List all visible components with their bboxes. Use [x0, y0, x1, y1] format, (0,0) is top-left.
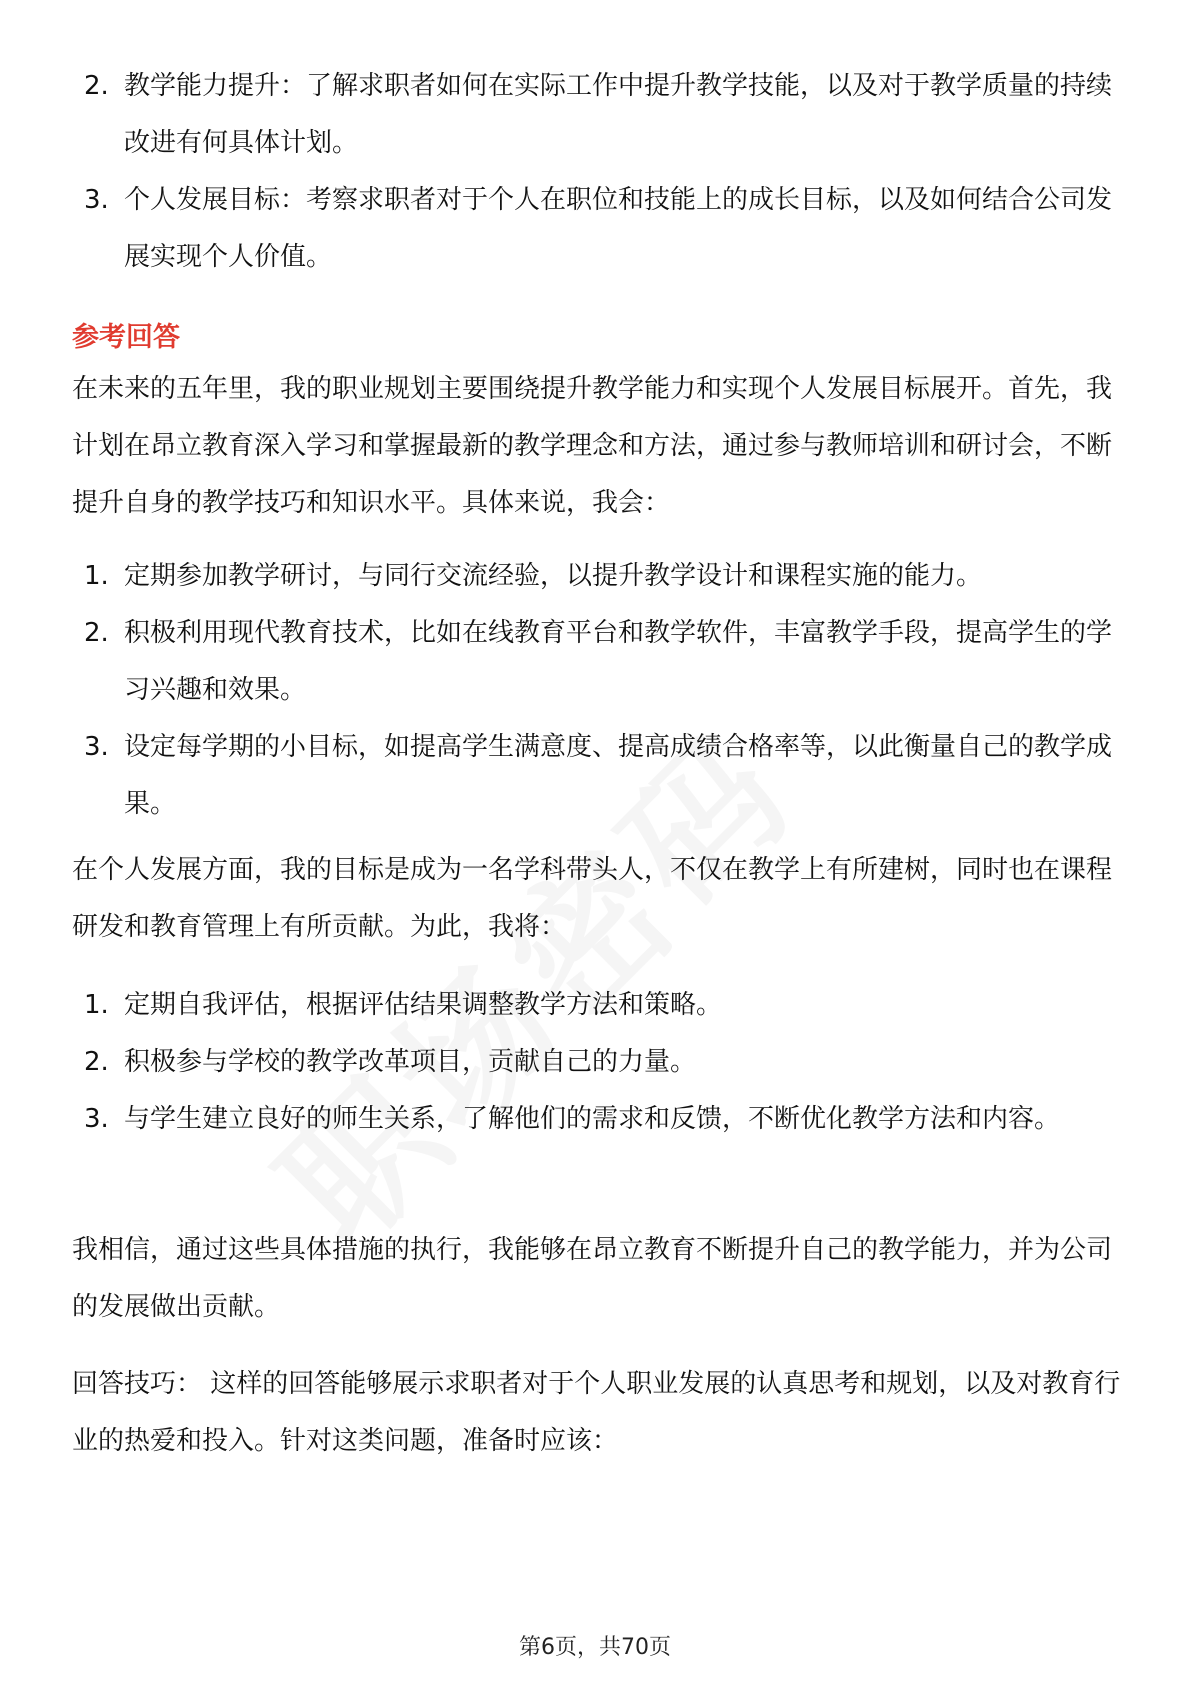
list-text: 定期自我评估，根据评估结果调整教学方法和策略。 [124, 990, 723, 1020]
teaching-plan-list [0, 548, 1124, 833]
list-item [0, 605, 1124, 719]
list-item [0, 1091, 1124, 1148]
list-number: 1. [84, 561, 109, 591]
list-text: 积极参与学校的教学改革项目，贡献自己的力量。 [124, 1047, 697, 1077]
development-plan-list [0, 977, 1124, 1148]
list-item [0, 1034, 1124, 1091]
paragraph-conclusion: 我相信，通过这些具体措施的执行，我能够在昂立教育不断提升自己的教学能力，并为公司的发展做出贡献。 [72, 1235, 1113, 1322]
list-text: 设定每学期的小目标，如提高学生满意度、提高成绩合格率等，以此衡量自己的教学成果。 [124, 732, 1113, 819]
list-number: 1. [84, 990, 109, 1020]
list-item [0, 977, 1124, 1034]
paragraph-development: 在个人发展方面，我的目标是成为一名学科带头人，不仅在教学上有所建树，同时也在课程研发和教育管理上有所贡献。为此，我将： [72, 855, 1113, 942]
list-number: 2. [84, 1047, 109, 1077]
list-text: 与学生建立良好的师生关系，了解他们的需求和反馈，不断优化教学方法和内容。 [124, 1104, 1061, 1134]
list-item [0, 172, 1124, 286]
list-item [0, 719, 1124, 833]
intro-list [0, 58, 1124, 286]
list-text: 定期参加教学研讨，与同行交流经验，以提升教学设计和课程实施的能力。 [124, 561, 983, 591]
paragraph-intro: 在未来的五年里，我的职业规划主要围绕提升教学能力和实现个人发展目标展开。首先，我计划在昂立教育深入学习和掌握最新的教学理念和方法，通过参与教师培训和研讨会，不断提升自身的教学技巧和知识水平。具体来说，我会： [72, 374, 1113, 518]
list-number: 3. [84, 1104, 109, 1134]
paragraph-tips: 回答技巧： 这样的回答能够展示求职者对于个人职业发展的认真思考和规划，以及对教育行业的热爱和投入。针对这类问题，准备时应该： [72, 1369, 1121, 1456]
list-item [0, 548, 1124, 605]
list-number: 2. [84, 618, 109, 648]
list-item [0, 58, 1124, 172]
list-number: 2. [84, 71, 109, 101]
page-footer: 第6页，共70页 [519, 1635, 671, 1660]
list-number: 3. [84, 185, 109, 215]
list-number: 3. [84, 732, 109, 762]
list-text: 教学能力提升：了解求职者如何在实际工作中提升教学技能，以及对于教学质量的持续改进有何具体计划。 [124, 71, 1113, 158]
section-heading: 参考回答 [72, 322, 180, 353]
list-text: 积极利用现代教育技术，比如在线教育平台和教学软件，丰富教学手段，提高学生的学习兴趣和效果。 [124, 618, 1113, 705]
list-text: 个人发展目标：考察求职者对于个人在职位和技能上的成长目标，以及如何结合公司发展实现个人价值。 [124, 185, 1113, 272]
